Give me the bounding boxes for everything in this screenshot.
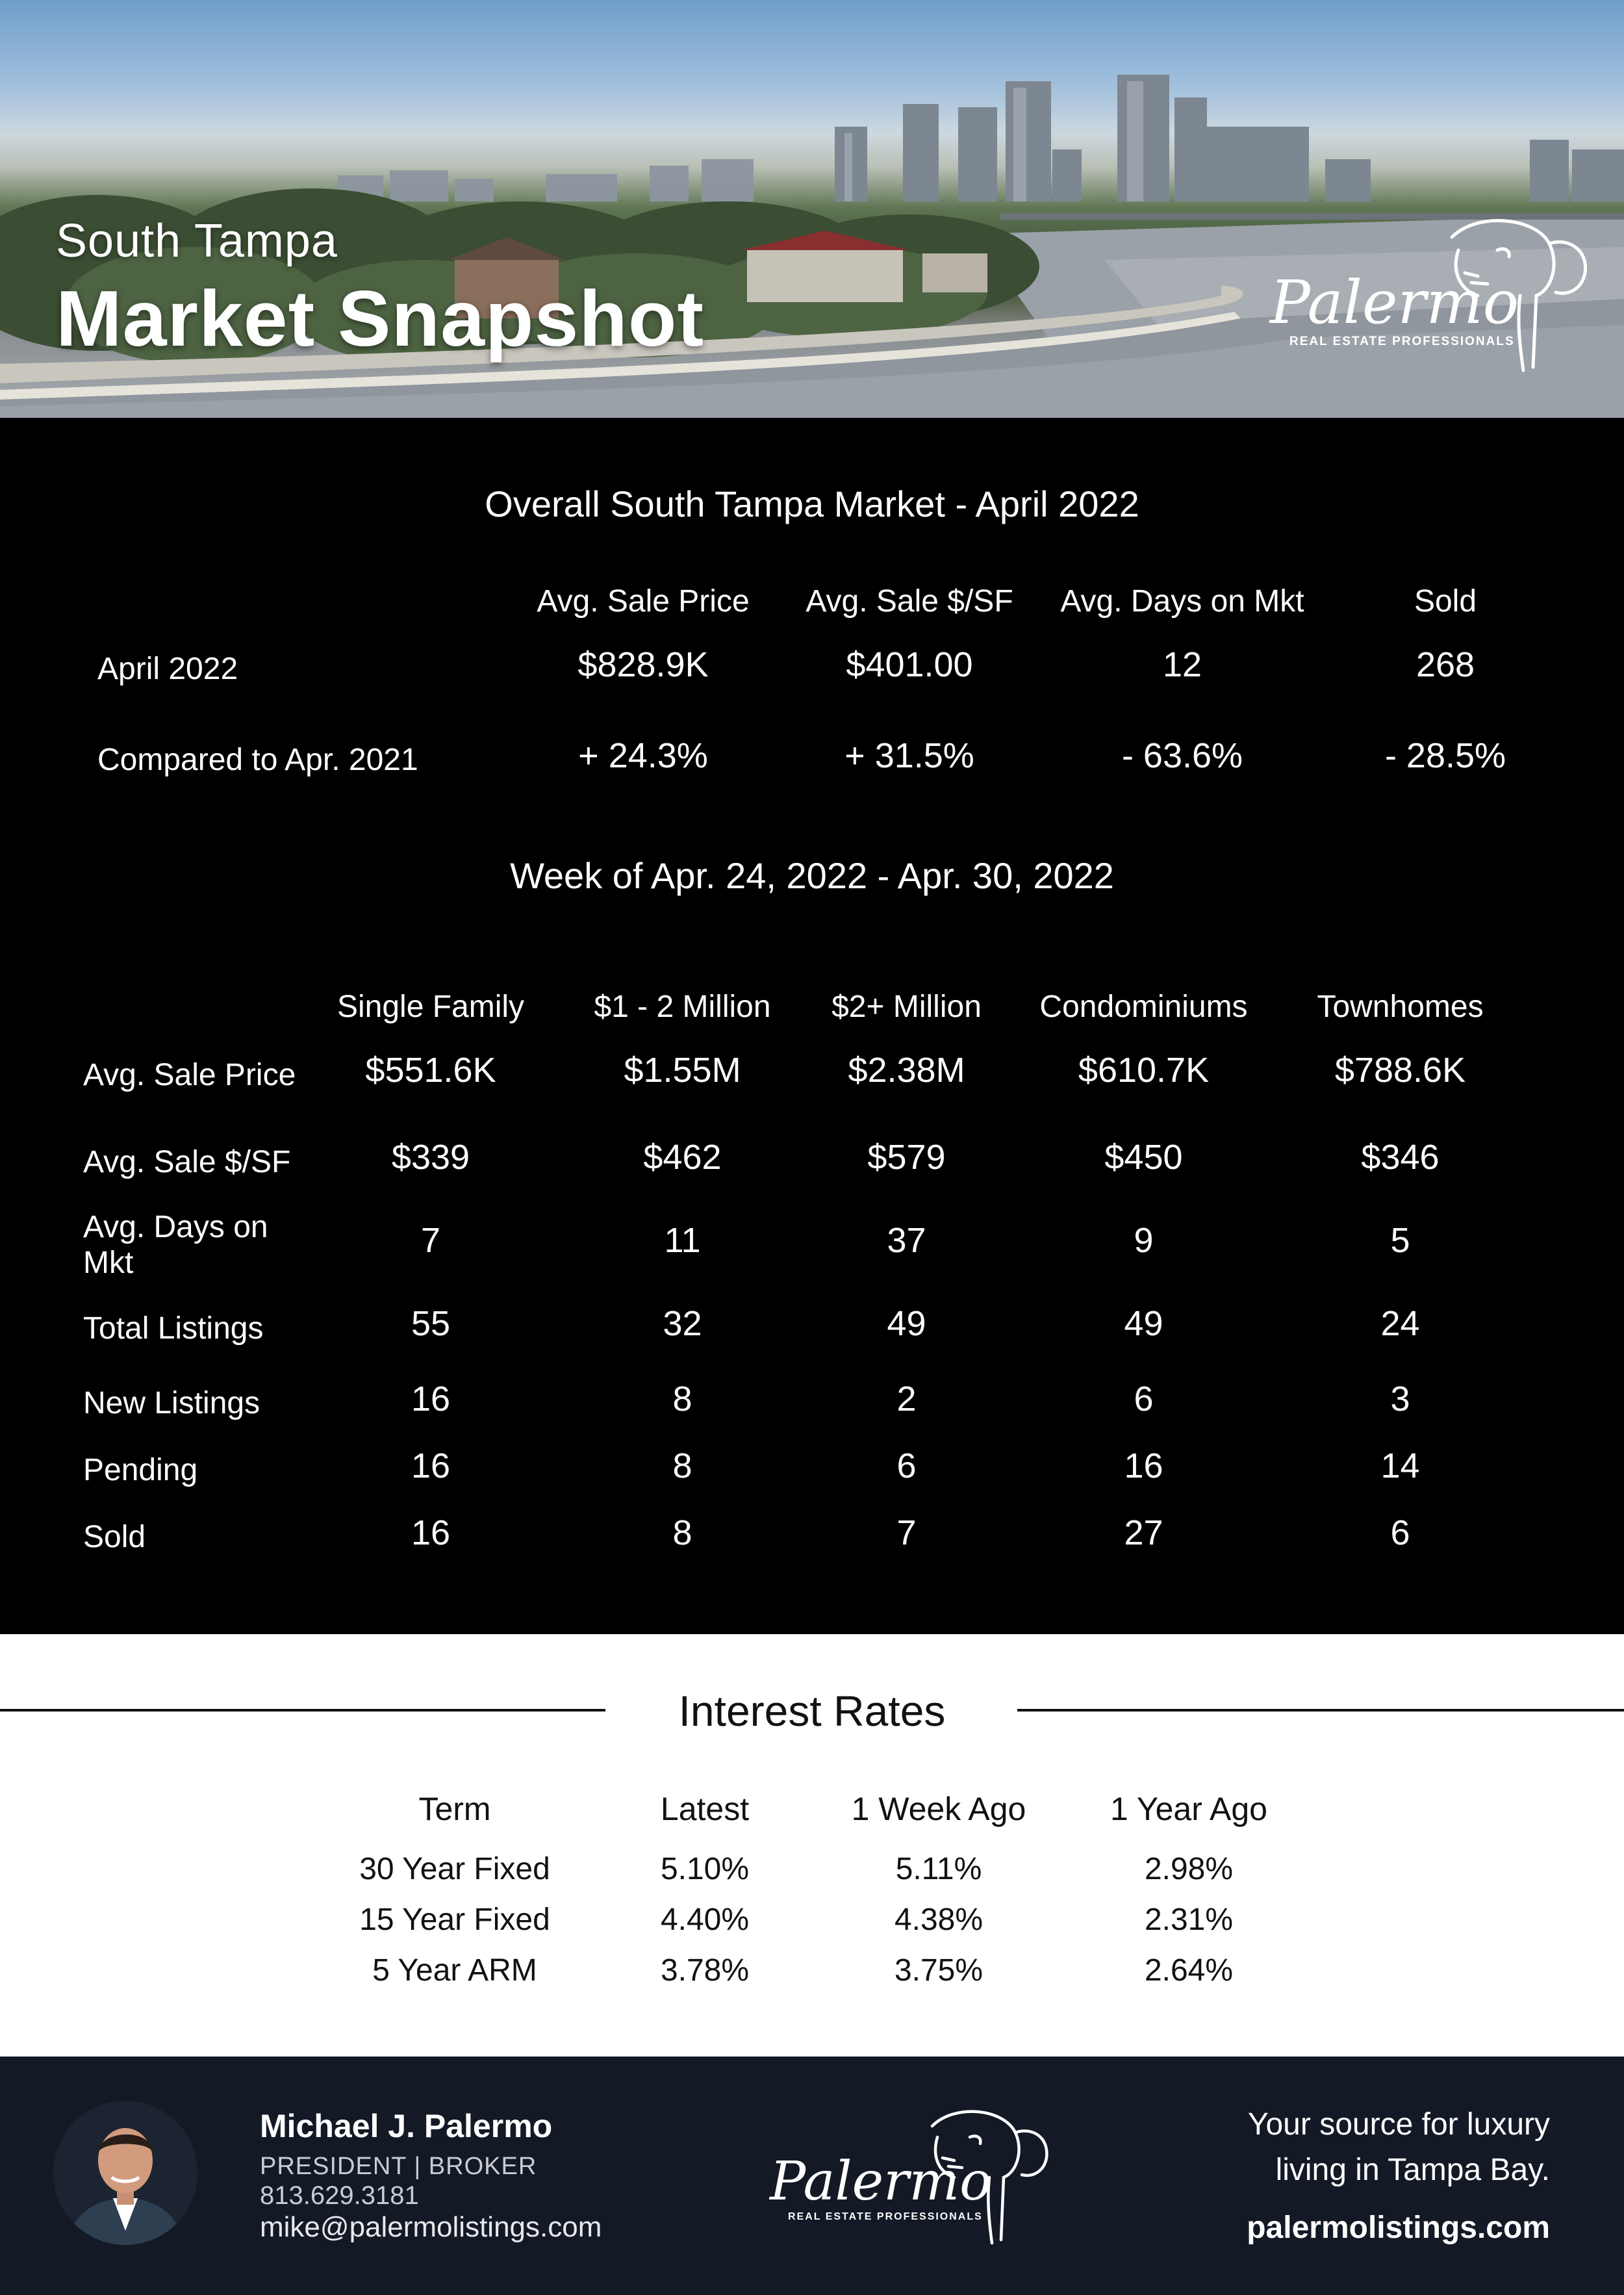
stat-value: $339 — [391, 1138, 470, 1177]
stat-value: $2.38M — [848, 1051, 965, 1090]
weekly-header: Condominiums — [1039, 990, 1248, 1024]
hero-logo-tagline: REAL ESTATE PROFESSIONALS — [1289, 335, 1515, 348]
interest-rates-title: Interest Rates — [678, 1687, 946, 1735]
rate-value: 3.75% — [894, 1953, 983, 1988]
stat-value: 9 — [1134, 1221, 1154, 1260]
agent-avatar — [53, 2101, 197, 2245]
interest-rates-table — [325, 1790, 1325, 1995]
overall-header: Avg. Sale Price — [537, 584, 750, 619]
tagline-line2: living in Tampa Bay. — [1275, 2153, 1550, 2187]
stat-value: 49 — [1124, 1304, 1163, 1343]
weekly-row — [83, 1432, 1519, 1499]
agent-name: Michael J. Palermo — [260, 2108, 553, 2144]
rate-value: 3.78% — [660, 1953, 750, 1988]
stat-value: $401.00 — [846, 645, 973, 684]
row-label: Pending — [83, 1453, 198, 1487]
stat-value: 55 — [411, 1304, 451, 1343]
footer-brand-logo — [770, 2103, 1056, 2246]
rates-row — [325, 1945, 1325, 1995]
rates-header: Term — [418, 1791, 491, 1827]
stat-value: $450 — [1104, 1138, 1183, 1177]
rate-value: 5.11% — [895, 1851, 982, 1886]
row-label: New Listings — [83, 1386, 260, 1420]
stat-value: 6 — [1390, 1513, 1410, 1552]
rates-header: 1 Year Ago — [1110, 1791, 1267, 1827]
weekly-row — [83, 1025, 1519, 1116]
overall-market-table — [97, 567, 1572, 801]
weekly-row — [83, 1282, 1519, 1365]
stat-value: $579 — [867, 1138, 946, 1177]
hero-banner — [0, 0, 1624, 418]
stat-value: 16 — [411, 1379, 451, 1418]
row-label: Compared to Apr. 2021 — [97, 742, 418, 777]
agent-phone[interactable]: 813.629.3181 — [260, 2181, 419, 2210]
stat-value: 268 — [1415, 645, 1475, 684]
agent-role: PRESIDENT | BROKER — [260, 2153, 537, 2180]
row-label: Avg. Sale $/SF — [83, 1144, 291, 1179]
stat-value: $610.7K — [1078, 1051, 1210, 1090]
stat-value: 8 — [672, 1446, 692, 1485]
overall-header-row — [97, 567, 1572, 619]
rate-value: 5.10% — [660, 1851, 750, 1886]
overall-row — [97, 619, 1572, 710]
overall-row — [97, 710, 1572, 801]
row-label: Avg. Days on Mkt — [83, 1210, 268, 1280]
stat-value: 49 — [887, 1304, 926, 1343]
rates-header-row — [325, 1790, 1325, 1843]
weekly-row — [83, 1199, 1519, 1282]
stat-value: + 31.5% — [844, 736, 974, 775]
stat-value: $828.9K — [577, 645, 709, 684]
rate-value: 2.64% — [1144, 1953, 1234, 1988]
rate-value: 4.40% — [660, 1902, 750, 1937]
stat-value: 16 — [411, 1513, 451, 1552]
rate-value: 2.98% — [1144, 1851, 1234, 1886]
market-stats-section — [0, 418, 1624, 1634]
tagline — [1095, 2102, 1550, 2193]
stat-value: 6 — [896, 1446, 917, 1485]
website-link[interactable]: palermolistings.com — [1247, 2211, 1550, 2245]
weekly-row — [83, 1116, 1519, 1199]
stat-value: 12 — [1162, 645, 1202, 684]
overall-header: Avg. Sale $/SF — [806, 584, 1013, 619]
stat-value: 14 — [1380, 1446, 1420, 1485]
row-label: Sold — [83, 1520, 146, 1554]
stat-value: 6 — [1134, 1379, 1154, 1418]
stat-value: $462 — [643, 1138, 722, 1177]
weekly-header: $2+ Million — [831, 990, 982, 1024]
agent-email[interactable]: mike@palermolistings.com — [260, 2211, 602, 2243]
rate-term: 30 Year Fixed — [359, 1851, 550, 1886]
interest-rates-section — [0, 1634, 1624, 2057]
stat-value: 16 — [411, 1446, 451, 1485]
stat-value: - 28.5% — [1384, 736, 1506, 775]
rates-header: Latest — [660, 1791, 750, 1827]
stat-value: 27 — [1124, 1513, 1163, 1552]
rate-value: 2.31% — [1144, 1902, 1234, 1937]
stat-value: $346 — [1361, 1138, 1440, 1177]
hero-brand-logo — [1263, 211, 1601, 374]
rate-value: 4.38% — [894, 1902, 983, 1937]
stat-value: $551.6K — [365, 1051, 496, 1090]
stat-value: 16 — [1124, 1446, 1163, 1485]
weekly-market-table — [83, 961, 1519, 1566]
tagline-line1: Your source for luxury — [1247, 2107, 1550, 2142]
footer-logo-tagline: REAL ESTATE PROFESSIONALS — [788, 2211, 983, 2222]
stat-value: 32 — [663, 1304, 702, 1343]
stat-value: + 24.3% — [578, 736, 708, 775]
stat-value: $1.55M — [624, 1051, 741, 1090]
stat-value: 3 — [1390, 1379, 1410, 1418]
rates-header: 1 Week Ago — [851, 1791, 1026, 1827]
rates-row — [325, 1843, 1325, 1894]
stat-value: 24 — [1380, 1304, 1420, 1343]
row-label: Avg. Sale Price — [83, 1057, 296, 1092]
hero-title: Market Snapshot — [56, 274, 704, 363]
stat-value: 11 — [664, 1221, 701, 1260]
rates-row — [325, 1894, 1325, 1945]
rate-term: 5 Year ARM — [372, 1953, 537, 1988]
row-label: April 2022 — [97, 651, 238, 686]
footer — [0, 2057, 1624, 2295]
weekly-header: $1 - 2 Million — [594, 990, 771, 1024]
stat-value: 7 — [896, 1513, 917, 1552]
weekly-row — [83, 1499, 1519, 1566]
footer-logo-wordmark: Palermo — [770, 2151, 992, 2212]
weekly-row — [83, 1365, 1519, 1432]
overall-header: Avg. Days on Mkt — [1060, 584, 1304, 619]
weekly-header: Single Family — [336, 990, 525, 1024]
stat-value: 5 — [1390, 1221, 1410, 1260]
rate-term: 15 Year Fixed — [359, 1902, 550, 1937]
stat-value: - 63.6% — [1121, 736, 1243, 775]
weekly-header: Townhomes — [1317, 990, 1484, 1024]
stat-value: $788.6K — [1334, 1051, 1466, 1090]
hero-subtitle: South Tampa — [56, 215, 338, 267]
hero-logo-wordmark: Palermo — [1270, 268, 1519, 337]
stat-value: 37 — [887, 1221, 926, 1260]
row-label: Total Listings — [83, 1311, 264, 1346]
stat-value: 7 — [420, 1221, 441, 1260]
overall-header: Sold — [1414, 584, 1477, 619]
stat-value: 8 — [672, 1379, 692, 1418]
stat-value: 8 — [672, 1513, 692, 1552]
agent-portrait — [53, 2101, 197, 2245]
stat-value: 2 — [896, 1379, 917, 1418]
weekly-title: Week of Apr. 24, 2022 - Apr. 30, 2022 — [510, 855, 1114, 896]
overall-market-title: Overall South Tampa Market - April 2022 — [485, 483, 1139, 524]
weekly-header-row — [83, 961, 1519, 1025]
